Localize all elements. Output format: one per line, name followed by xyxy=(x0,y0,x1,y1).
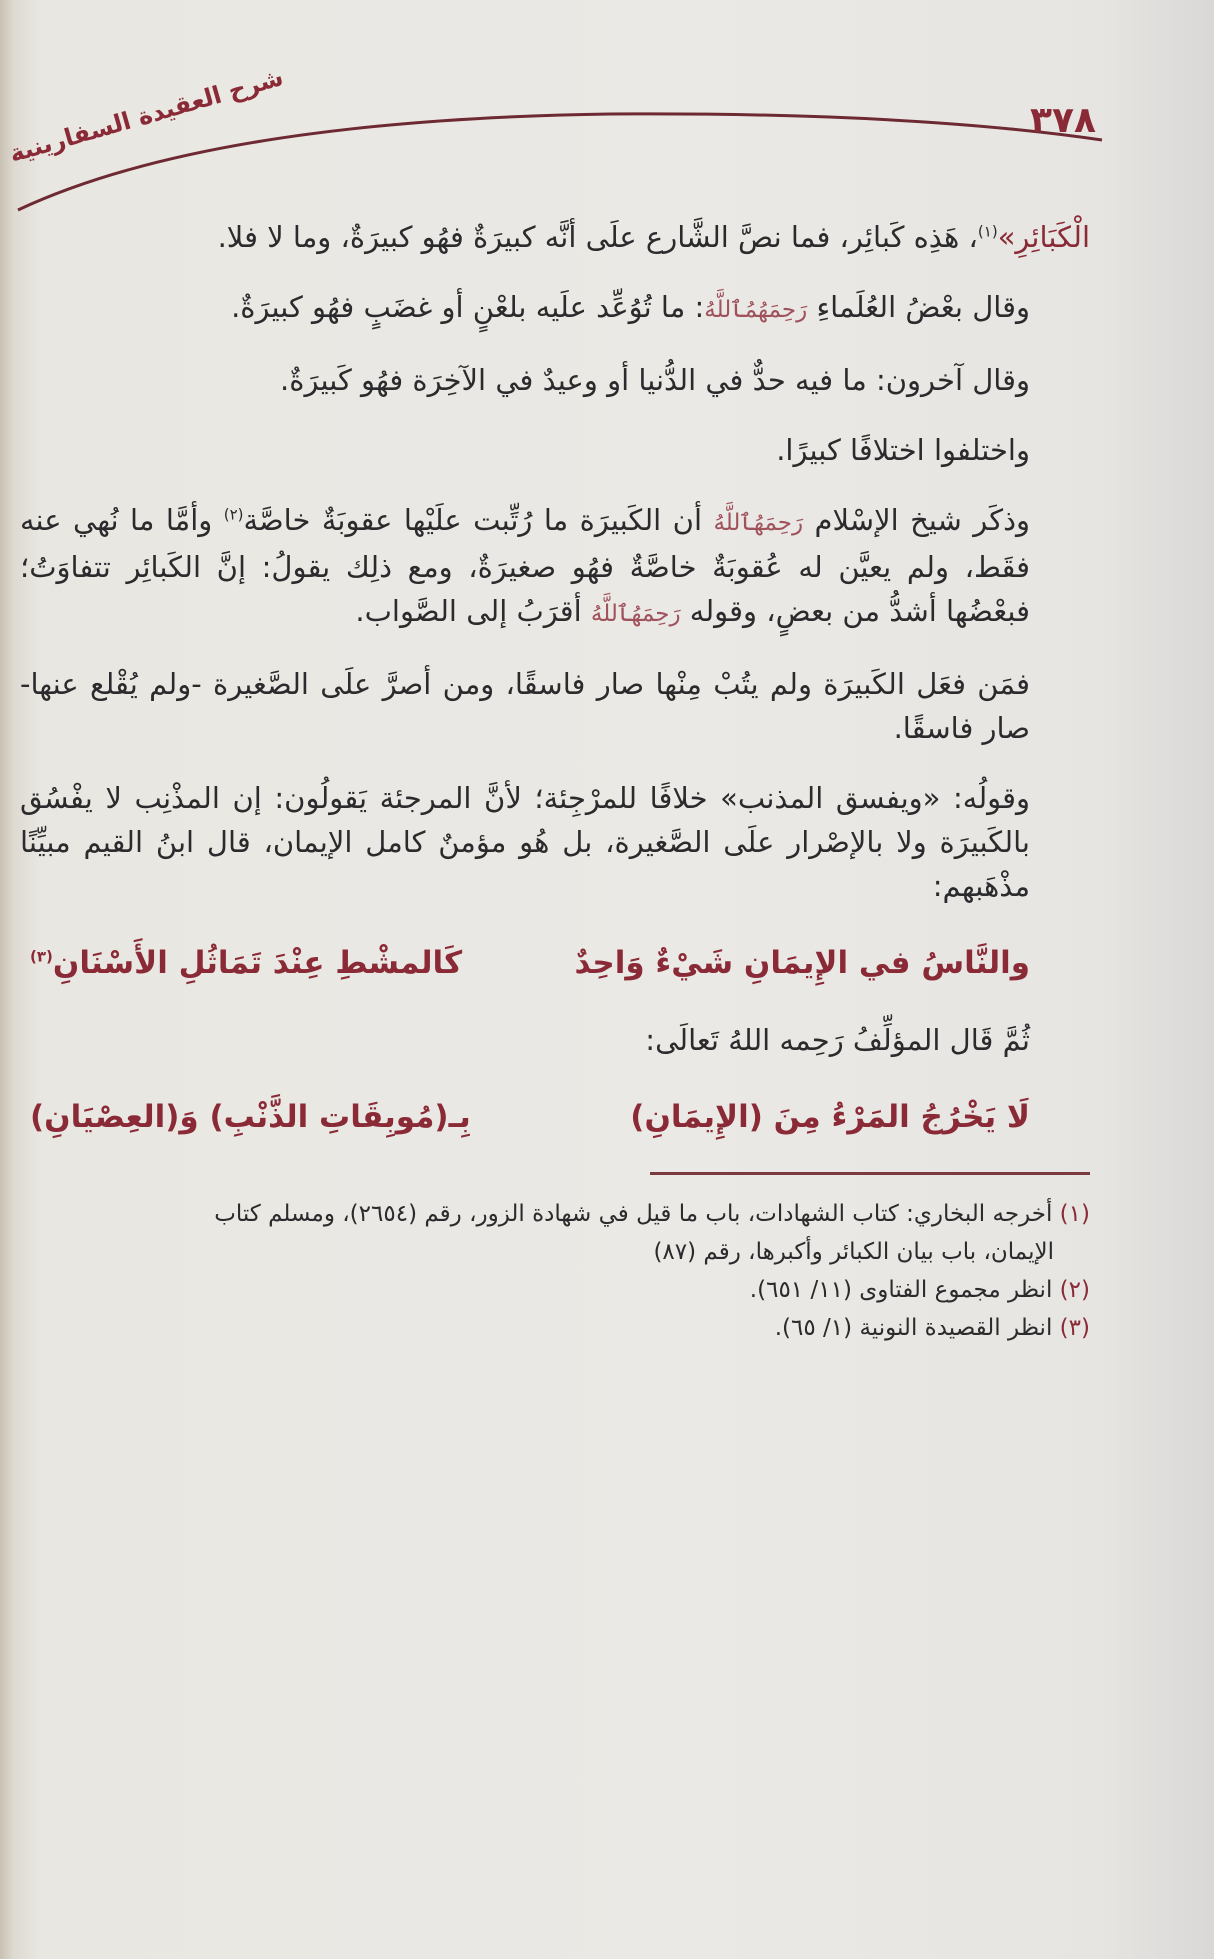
page-body xyxy=(20,215,1090,1347)
verse-1 xyxy=(30,938,1030,988)
verse-2-second-hemistich: بِـ(مُوبِقَاتِ الذَّنْبِ) وَ(العِصْيَانِ) xyxy=(30,1099,471,1135)
footnote-2 xyxy=(20,1271,1090,1309)
honorific: رَحِمَهُمُٱللَّهُ xyxy=(704,297,808,323)
text: وقال بعْضُ العُلَماءِ xyxy=(807,290,1030,324)
footnote-3 xyxy=(20,1309,1090,1347)
footnote-ref: (٢) xyxy=(223,505,244,524)
footnote-ref: (١) xyxy=(977,222,998,241)
paragraph xyxy=(20,776,1090,908)
footnote-number: (٣) xyxy=(1059,1315,1090,1341)
paragraph xyxy=(20,215,1090,259)
verse-1-second-hemistich xyxy=(30,938,462,988)
footnote-number: (١) xyxy=(1059,1201,1090,1227)
footnote-number: (٢) xyxy=(1059,1277,1090,1303)
paragraph xyxy=(20,662,1090,750)
footnote-separator xyxy=(650,1172,1090,1175)
honorific: رَحِمَهُٱللَّهُ xyxy=(590,601,681,627)
text: فمَن فعَل الكَبيرَة ولم يتُبْ مِنْها صار فاسقًا، ومن أصرَّ علَى الصَّغيرة -ولم xyxy=(149,667,1031,701)
paragraph xyxy=(20,285,1090,332)
verse-1-first-hemistich: والنَّاسُ في الإِيمَانِ شَيْءٌ وَاحِدٌ xyxy=(574,945,1030,981)
footnote-text: انظر القصيدة النونية (١/ ٦٥). xyxy=(774,1315,1053,1341)
text: ، هَذِه كَبائِر، فما نصَّ الشَّارع علَى أنَّه كبيرَةٌ فهُو كبيرَةٌ، وما لا فلا. xyxy=(217,220,978,254)
page-number: ٣٧٨ xyxy=(1030,100,1096,141)
paragraph: وقال آخرون: ما فيه حدٌّ في الدُّنيا أو وعيدٌ في الآخِرَة فهُو كَبيرَةٌ. xyxy=(280,363,1030,397)
text: لا يفْسُق بالكَبيرَة ولا بالإصْرار علَى الصَّغيرة، بل هُو مؤمنٌ كامل الإيمان، قال xyxy=(20,781,1030,859)
footnote-text: انظر مجموع الفتاوى (١١/ ٦٥١). xyxy=(749,1277,1053,1303)
text: أن الكَبيرَة ما رُتِّبت علَيْها عقوبَةٌ خاصَّة xyxy=(243,503,714,537)
footnote-1-cont: الإيمان، باب بيان الكبائر وأكبرها، رقم (٨٧) xyxy=(653,1239,1054,1265)
paragraph xyxy=(20,498,1090,636)
text: وأمَّا ما نُهي عنه فقَط، ولم يعيَّن له عُقوبَةٌ خاصَّةٌ فهُو صغيرَةٌ، ومع ذلِك يقولُ: إنَّ xyxy=(20,503,1031,584)
text: يُقْلع عنها- صار فاسقًا. xyxy=(20,667,1030,745)
paragraph: واختلفوا اختلافًا كبيرًا. xyxy=(776,433,1030,467)
author-intro: ثُمَّ قَال المؤلِّفُ رَحِمه اللهُ تَعالَى: xyxy=(645,1023,1030,1057)
honorific: رَحِمَهُٱللَّهُ xyxy=(713,510,804,536)
footnote-ref: (٣) xyxy=(30,947,53,966)
footnotes xyxy=(20,1195,1090,1347)
text: الكَبائِر تتفاوَتُ؛ فبعْضُها أشدُّ من بعضٍ، وقوله xyxy=(20,550,1030,628)
text: كَالمشْطِ عِنْدَ تَمَاثُلِ الأَسْنَانِ xyxy=(52,945,463,981)
text: : ما تُوُعِّد علَيه بلعْنٍ أو غضَبٍ فهُو كبيرَةٌ. xyxy=(231,290,705,324)
footnote-text: أخرجه البخاري: كتاب الشهادات، باب ما قيل في شهادة الزور، رقم (٢٦٥٤)، ومسلم كتاب xyxy=(214,1201,1053,1227)
running-title: شرح العقيدة السفارينية xyxy=(6,62,287,169)
highlighted-word: الْكَبَائِرِ» xyxy=(997,220,1090,254)
text: أقرَبُ إلى الصَّواب. xyxy=(355,594,591,628)
text: ابنُ القيم مبيِّنًا مذْهَبهم: xyxy=(20,825,1030,903)
verse-2-first-hemistich: لَا يَخْرُجُ المَرْءُ مِنَ (الإِيمَانِ) xyxy=(630,1099,1030,1135)
text: وقولُه: «ويفسق المذنب» خلافًا للمرْجِئة؛ لأنَّ المرجئة يَقولُون: إن المذْنِب xyxy=(134,781,1030,815)
footnote-1 xyxy=(20,1195,1090,1233)
verse-2 xyxy=(30,1092,1030,1142)
text: وذكَر شيخ الإسْلام xyxy=(803,503,1031,537)
